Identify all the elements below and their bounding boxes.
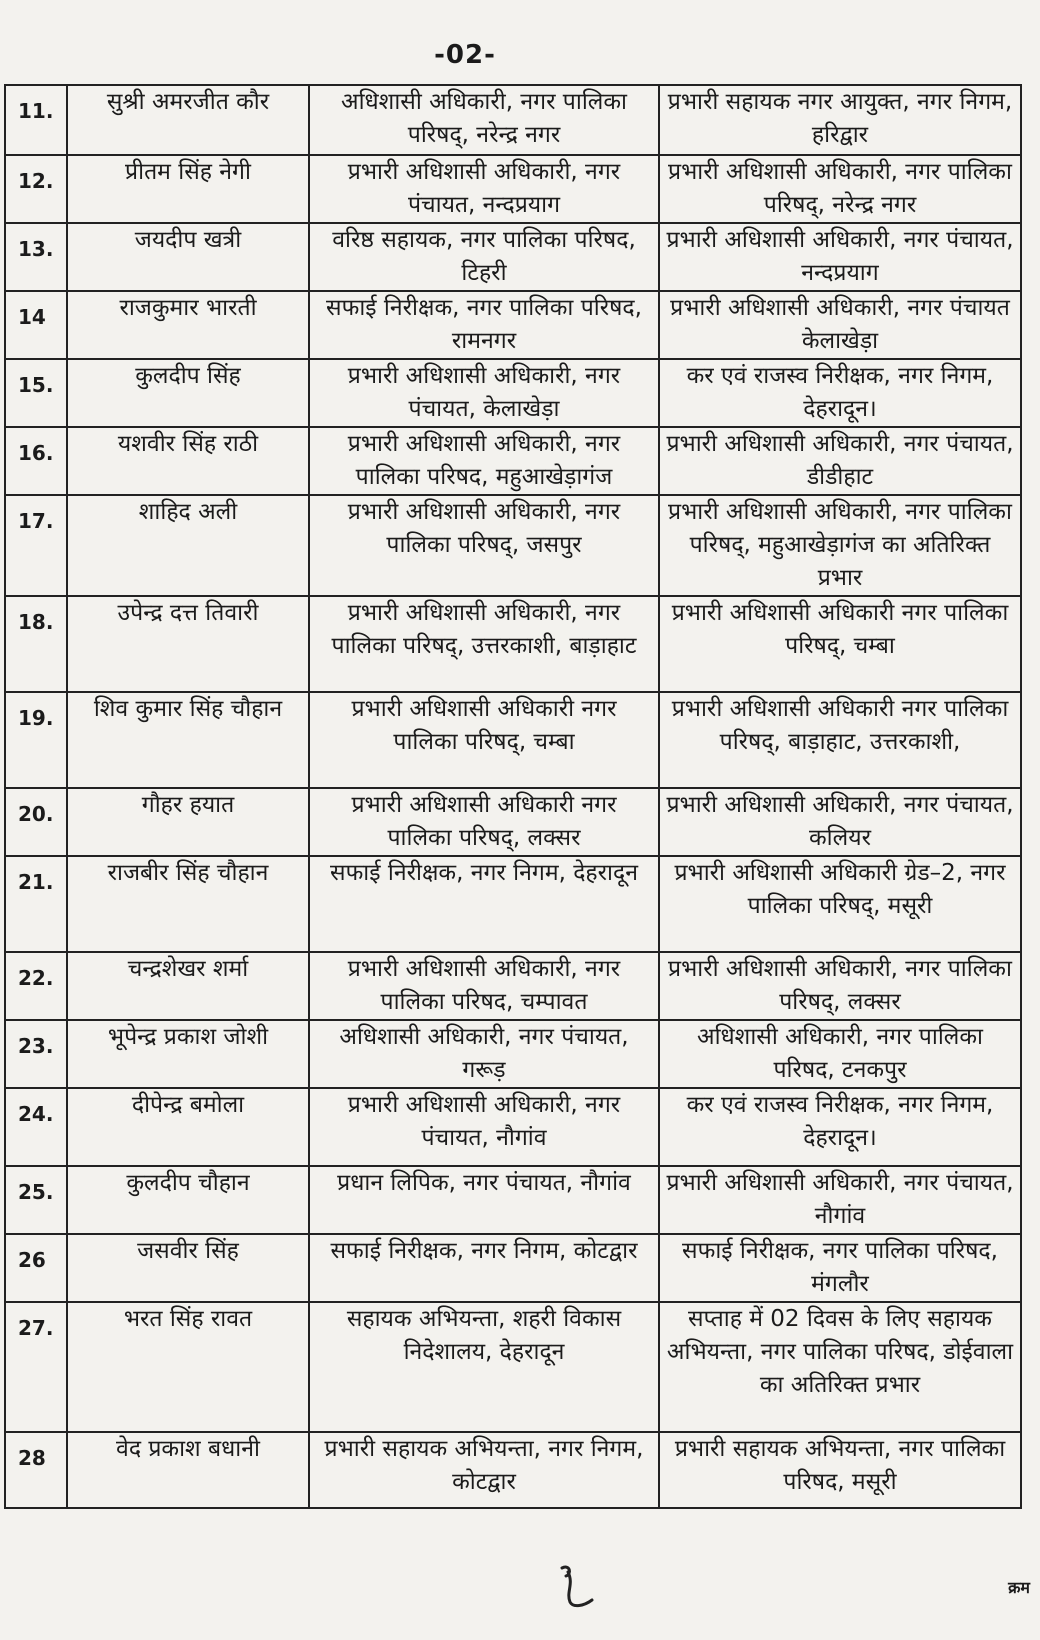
employee-name: उपेन्द्र दत्त तिवारी bbox=[67, 596, 309, 692]
serial-number: 19. bbox=[5, 692, 67, 788]
current-post: प्रभारी अधिशासी अधिकारी, नगर पालिका परिषद्, उत्तरकाशी, बाड़ाहाट bbox=[309, 596, 659, 692]
new-post: प्रभारी अधिशासी अधिकारी, नगर पंचायत केलाखेड़ा bbox=[659, 291, 1021, 359]
serial-number: 15. bbox=[5, 359, 67, 427]
employee-name: गौहर हयात bbox=[67, 788, 309, 856]
new-post: कर एवं राजस्व निरीक्षक, नगर निगम, देहरादून। bbox=[659, 359, 1021, 427]
serial-number: 26 bbox=[5, 1234, 67, 1302]
table-row bbox=[5, 495, 1021, 596]
table-row bbox=[5, 223, 1021, 291]
serial-number: 14 bbox=[5, 291, 67, 359]
table-row bbox=[5, 952, 1021, 1020]
employee-name: शाहिद अली bbox=[67, 495, 309, 596]
new-post: प्रभारी अधिशासी अधिकारी ग्रेड–2, नगर पालिका परिषद्, मसूरी bbox=[659, 856, 1021, 952]
table-row bbox=[5, 1234, 1021, 1302]
continued-marker: क्रम bbox=[1008, 1578, 1030, 1597]
serial-number: 22. bbox=[5, 952, 67, 1020]
table-row bbox=[5, 1432, 1021, 1508]
table-row bbox=[5, 1088, 1021, 1166]
new-post: प्रभारी अधिशासी अधिकारी, नगर पालिका परिषद्, लक्सर bbox=[659, 952, 1021, 1020]
table-row bbox=[5, 596, 1021, 692]
employee-name: राजकुमार भारती bbox=[67, 291, 309, 359]
table-row bbox=[5, 427, 1021, 495]
table-row bbox=[5, 291, 1021, 359]
new-post: प्रभारी अधिशासी अधिकारी नगर पालिका परिषद्, बाड़ाहाट, उत्तरकाशी, bbox=[659, 692, 1021, 788]
current-post: सफाई निरीक्षक, नगर निगम, कोटद्वार bbox=[309, 1234, 659, 1302]
current-post: प्रभारी अधिशासी अधिकारी, नगर पंचायत, नन्दप्रयाग bbox=[309, 155, 659, 223]
new-post: प्रभारी अधिशासी अधिकारी, नगर पंचायत, नन्दप्रयाग bbox=[659, 223, 1021, 291]
employee-name: दीपेन्द्र बमोला bbox=[67, 1088, 309, 1166]
current-post: सहायक अभियन्ता, शहरी विकास निदेशालय, देहरादून bbox=[309, 1302, 659, 1432]
employee-name: जसवीर सिंह bbox=[67, 1234, 309, 1302]
employee-name: जयदीप खत्री bbox=[67, 223, 309, 291]
new-post: प्रभारी अधिशासी अधिकारी, नगर पंचायत, कलियर bbox=[659, 788, 1021, 856]
current-post: अधिशासी अधिकारी, नगर पालिका परिषद्, नरेन्द्र नगर bbox=[309, 85, 659, 155]
serial-number: 12. bbox=[5, 155, 67, 223]
table-row bbox=[5, 85, 1021, 155]
serial-number: 27. bbox=[5, 1302, 67, 1432]
serial-number: 21. bbox=[5, 856, 67, 952]
current-post: प्रभारी अधिशासी अधिकारी, नगर पंचायत, केलाखेड़ा bbox=[309, 359, 659, 427]
current-post: प्रभारी अधिशासी अधिकारी, नगर पालिका परिषद्, जसपुर bbox=[309, 495, 659, 596]
current-post: प्रभारी सहायक अभियन्ता, नगर निगम, कोटद्वार bbox=[309, 1432, 659, 1508]
employee-name: कुलदीप चौहान bbox=[67, 1166, 309, 1234]
new-post: सप्ताह में 02 दिवस के लिए सहायक अभियन्ता, नगर पालिका परिषद, डोईवाला का अतिरिक्त प्रभार bbox=[659, 1302, 1021, 1432]
employee-name: चन्द्रशेखर शर्मा bbox=[67, 952, 309, 1020]
new-post: प्रभारी सहायक नगर आयुक्त, नगर निगम, हरिद्वार bbox=[659, 85, 1021, 155]
serial-number: 28 bbox=[5, 1432, 67, 1508]
table-row bbox=[5, 1302, 1021, 1432]
table-row bbox=[5, 359, 1021, 427]
new-post: प्रभारी अधिशासी अधिकारी नगर पालिका परिषद्, चम्बा bbox=[659, 596, 1021, 692]
current-post: प्रभारी अधिशासी अधिकारी, नगर पालिका परिषद, महुआखेड़ागंज bbox=[309, 427, 659, 495]
new-post: प्रभारी अधिशासी अधिकारी, नगर पालिका परिषद्, महुआखेड़ागंज का अतिरिक्त प्रभार bbox=[659, 495, 1021, 596]
serial-number: 25. bbox=[5, 1166, 67, 1234]
employee-name: यशवीर सिंह राठी bbox=[67, 427, 309, 495]
current-post: प्रभारी अधिशासी अधिकारी नगर पालिका परिषद्, चम्बा bbox=[309, 692, 659, 788]
transfer-table bbox=[4, 84, 1022, 1509]
table-row bbox=[5, 1020, 1021, 1088]
new-post: अधिशासी अधिकारी, नगर पालिका परिषद, टनकपुर bbox=[659, 1020, 1021, 1088]
new-post: सफाई निरीक्षक, नगर पालिका परिषद, मंगलौर bbox=[659, 1234, 1021, 1302]
current-post: प्रधान लिपिक, नगर पंचायत, नौगांव bbox=[309, 1166, 659, 1234]
page-number: -02- bbox=[434, 40, 496, 70]
new-post: कर एवं राजस्व निरीक्षक, नगर निगम, देहरादून। bbox=[659, 1088, 1021, 1166]
new-post: प्रभारी अधिशासी अधिकारी, नगर पंचायत, डीडीहाट bbox=[659, 427, 1021, 495]
table-row bbox=[5, 1166, 1021, 1234]
serial-number: 23. bbox=[5, 1020, 67, 1088]
current-post: वरिष्ठ सहायक, नगर पालिका परिषद, टिहरी bbox=[309, 223, 659, 291]
current-post: प्रभारी अधिशासी अधिकारी, नगर पंचायत, नौगांव bbox=[309, 1088, 659, 1166]
current-post: अधिशासी अधिकारी, नगर पंचायत, गरूड़ bbox=[309, 1020, 659, 1088]
serial-number: 13. bbox=[5, 223, 67, 291]
serial-number: 16. bbox=[5, 427, 67, 495]
employee-name: भूपेन्द्र प्रकाश जोशी bbox=[67, 1020, 309, 1088]
handwritten-signature bbox=[540, 1562, 600, 1612]
table-row bbox=[5, 692, 1021, 788]
serial-number: 18. bbox=[5, 596, 67, 692]
serial-number: 24. bbox=[5, 1088, 67, 1166]
employee-name: राजबीर सिंह चौहान bbox=[67, 856, 309, 952]
current-post: सफाई निरीक्षक, नगर पालिका परिषद, रामनगर bbox=[309, 291, 659, 359]
employee-name: सुश्री अमरजीत कौर bbox=[67, 85, 309, 155]
employee-name: भरत सिंह रावत bbox=[67, 1302, 309, 1432]
current-post: प्रभारी अधिशासी अधिकारी नगर पालिका परिषद्, लक्सर bbox=[309, 788, 659, 856]
employee-name: शिव कुमार सिंह चौहान bbox=[67, 692, 309, 788]
current-post: प्रभारी अधिशासी अधिकारी, नगर पालिका परिषद, चम्पावत bbox=[309, 952, 659, 1020]
table-row bbox=[5, 856, 1021, 952]
new-post: प्रभारी अधिशासी अधिकारी, नगर पालिका परिषद्, नरेन्द्र नगर bbox=[659, 155, 1021, 223]
table-row bbox=[5, 788, 1021, 856]
employee-name: प्रीतम सिंह नेगी bbox=[67, 155, 309, 223]
transfer-table-body bbox=[5, 85, 1021, 1508]
new-post: प्रभारी अधिशासी अधिकारी, नगर पंचायत, नौगांव bbox=[659, 1166, 1021, 1234]
current-post: सफाई निरीक्षक, नगर निगम, देहरादून bbox=[309, 856, 659, 952]
new-post: प्रभारी सहायक अभियन्ता, नगर पालिका परिषद, मसूरी bbox=[659, 1432, 1021, 1508]
table-row bbox=[5, 155, 1021, 223]
employee-name: कुलदीप सिंह bbox=[67, 359, 309, 427]
serial-number: 11. bbox=[5, 85, 67, 155]
serial-number: 17. bbox=[5, 495, 67, 596]
serial-number: 20. bbox=[5, 788, 67, 856]
employee-name: वेद प्रकाश बधानी bbox=[67, 1432, 309, 1508]
